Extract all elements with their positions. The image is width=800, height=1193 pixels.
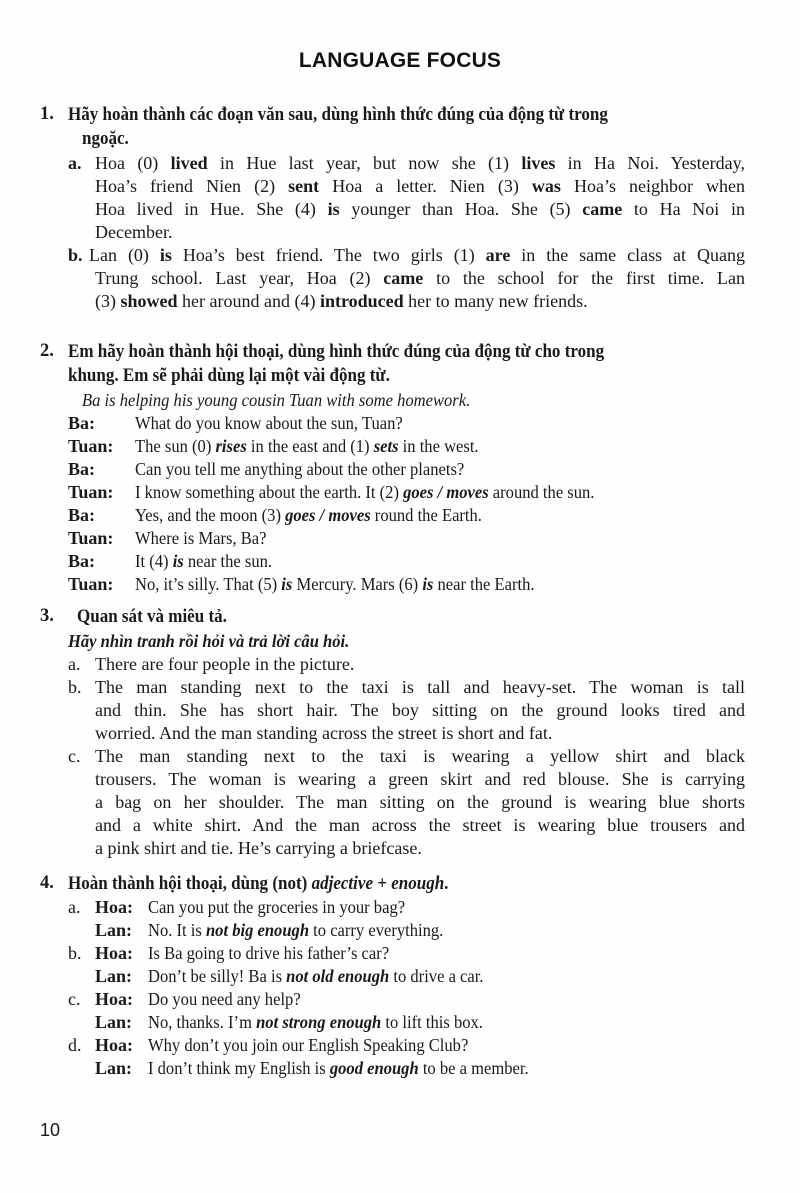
answer: came — [383, 268, 424, 288]
dialogue-line — [148, 896, 405, 919]
answer: not old enough — [286, 966, 390, 986]
description-line: a pink shirt and tie. He’s carrying a briefcase. — [95, 838, 422, 858]
text-run: Lan (0) — [89, 245, 160, 265]
text-run: near the sun. — [183, 551, 273, 571]
text-run: Hoa’s neighbor when — [560, 176, 746, 196]
text-run: Trung school. Last year, Hoa (2) — [95, 268, 384, 288]
description-line: worried. And the man standing across the street is short and fat. — [95, 723, 553, 743]
paragraph-line — [95, 290, 588, 313]
text-run: in the same class at Quang — [510, 245, 745, 265]
speaker-label: Tuan: — [68, 528, 114, 548]
speaker-label: Ba: — [68, 459, 95, 479]
speaker-label: Hoa: — [95, 943, 133, 963]
text-run: in Ha Noi. Yesterday, — [555, 153, 745, 173]
dialogue-line — [148, 988, 301, 1011]
speaker-label: Ba: — [68, 551, 95, 571]
answer: is — [422, 574, 434, 594]
item-label: c. — [68, 746, 81, 766]
page-title: LANGUAGE FOCUS — [298, 49, 502, 72]
item-label: a. — [68, 897, 81, 917]
paragraph-line — [95, 198, 745, 221]
item-label: c. — [68, 989, 81, 1009]
description-line: The man standing next to the taxi is wearing a yellow shirt and black — [95, 746, 745, 766]
answer: not big enough — [205, 920, 310, 940]
speaker-label: Tuan: — [68, 436, 114, 456]
answer: sets — [373, 436, 399, 456]
text-run: December. — [95, 222, 173, 242]
dialogue-line — [148, 1057, 529, 1080]
answer: introduced — [319, 291, 404, 311]
text-run: Yes, and the moon (3) — [135, 505, 286, 525]
dialogue-line — [148, 1011, 483, 1034]
item-label: b. — [68, 943, 82, 963]
item-label: b. — [68, 677, 82, 697]
description-line: The man standing next to the taxi is tall and heavy-set. The woman is tall — [95, 677, 745, 697]
text-run: I know something about the earth. It (2) — [135, 482, 404, 502]
paragraph-line — [95, 267, 745, 290]
answer: . — [444, 874, 449, 894]
exercise-instruction: khung. Em sẽ phải dùng lại một vài động từ. — [68, 366, 390, 386]
dialogue-line — [135, 504, 482, 527]
text-run: to lift this box. — [381, 1012, 483, 1032]
text-run: Where is Mars, Ba? — [135, 528, 267, 548]
answer: showed — [120, 291, 178, 311]
text-run: Hoa a letter. Nien (3) — [319, 176, 532, 196]
paragraph-line — [95, 221, 172, 244]
answer: are — [485, 245, 511, 265]
dialogue-line — [135, 458, 464, 481]
speaker-label: Tuan: — [68, 482, 114, 502]
description-line: and a white shirt. And the man across the street is wearing blue trousers and — [95, 815, 745, 835]
dialogue-line — [135, 412, 403, 435]
item-label: d. — [68, 1035, 82, 1055]
paragraph-line — [95, 152, 745, 175]
dialogue-line — [135, 550, 272, 573]
item-label: b. — [68, 245, 83, 265]
answer: goes / moves — [285, 505, 371, 525]
text-run: in the east and (1) — [246, 436, 374, 456]
answer: good enough — [329, 1058, 419, 1078]
text-run: Is Ba going to drive his father’s car? — [148, 943, 390, 963]
answer: goes / moves — [403, 482, 489, 502]
description-line: and thin. She has short hair. The boy sitting on the ground looks tired and — [95, 700, 745, 720]
text-run: It (4) — [135, 551, 173, 571]
exercise-number: 4. — [40, 873, 54, 893]
text-run: round the Earth. — [370, 505, 482, 525]
exercise-heading: Quan sát và miêu tả. — [77, 607, 227, 627]
dialogue-line — [148, 942, 389, 965]
text-run: Can you put the groceries in your bag? — [148, 897, 406, 917]
text-run: around the sun. — [488, 482, 595, 502]
paragraph-line — [95, 175, 745, 198]
answer: was — [531, 176, 561, 196]
dialogue-line — [148, 919, 443, 942]
exercise-instruction: ngoặc. — [82, 129, 129, 149]
text-run: to the school for the first time. Lan — [423, 268, 746, 288]
exercise-instruction: Hãy hoàn thành các đoạn văn sau, dùng hình thức đúng của động từ trong — [68, 105, 608, 125]
exercise-number: 1. — [40, 104, 54, 124]
text-run: to Ha Noi in — [622, 199, 745, 219]
answer: is — [159, 245, 172, 265]
text-run: to carry everything. — [309, 920, 444, 940]
text-run: No. It is — [148, 920, 206, 940]
exercise-number: 2. — [40, 341, 54, 361]
answer: sent — [288, 176, 320, 196]
exercise-number: 3. — [40, 606, 54, 626]
dialogue-line — [148, 1034, 468, 1057]
item-label: a. — [68, 654, 81, 674]
text-run: Don’t be silly! Ba is — [148, 966, 287, 986]
page-number: 10 — [40, 1120, 61, 1140]
text-run: I don’t think my English is — [148, 1058, 330, 1078]
speaker-label: Lan: — [95, 920, 133, 940]
text-run: Hoa (0) — [95, 153, 171, 173]
answer: rises — [215, 436, 247, 456]
answer: adjective + enough — [311, 874, 445, 894]
answer: is — [172, 551, 184, 571]
text-run: to drive a car. — [389, 966, 484, 986]
dialogue-line — [135, 435, 479, 458]
exercise-instruction: Em hãy hoàn thành hội thoại, dùng hình thức đúng của động từ cho trong — [68, 342, 605, 362]
text-run: to be a member. — [418, 1058, 529, 1078]
speaker-label: Hoa: — [95, 1035, 133, 1055]
dialogue-line — [135, 573, 535, 596]
text-run: Why don’t you join our English Speaking Club? — [148, 1035, 469, 1055]
text-run: her to many new friends. — [403, 291, 588, 311]
answer: came — [582, 199, 623, 219]
text-run: The sun (0) — [135, 436, 216, 456]
text-run: (3) — [95, 291, 121, 311]
description-line: trousers. The woman is wearing a green skirt and red blouse. She is carrying — [95, 769, 745, 789]
speaker-label: Hoa: — [95, 989, 133, 1009]
speaker-label: Ba: — [68, 413, 95, 433]
text-run: in Hue last year, but now she (1) — [207, 153, 522, 173]
speaker-label: Tuan: — [68, 574, 114, 594]
answer: lives — [521, 153, 556, 173]
text-run: Mercury. Mars (6) — [292, 574, 423, 594]
exercise-heading — [68, 873, 448, 896]
answer: not strong enough — [256, 1012, 382, 1032]
speaker-label: Ba: — [68, 505, 95, 525]
text-run: No, thanks. I’m — [148, 1012, 257, 1032]
description-line: a bag on her shoulder. The man sitting on the ground is wearing blue shorts — [95, 792, 745, 812]
text-run: near the Earth. — [433, 574, 535, 594]
answer: lived — [170, 153, 208, 173]
paragraph-line — [89, 244, 745, 267]
text-run: What do you know about the sun, Tuan? — [135, 413, 403, 433]
speaker-label: Lan: — [95, 966, 133, 986]
exercise-subheading: Hãy nhìn tranh rồi hỏi và trả lời câu hỏi. — [68, 631, 350, 651]
description-line: There are four people in the picture. — [95, 654, 355, 674]
dialogue-line — [135, 527, 267, 550]
answer: is — [281, 574, 293, 594]
dialogue-line — [135, 481, 594, 504]
text-run: younger than Hoa. She (5) — [339, 199, 583, 219]
text-run: Hoa’s friend Nien (2) — [95, 176, 289, 196]
speaker-label: Hoa: — [95, 897, 133, 917]
dialogue-context: Ba is helping his young cousin Tuan with some homework. — [82, 390, 471, 410]
dialogue-line — [148, 965, 484, 988]
text-run: No, it’s silly. That (5) — [135, 574, 282, 594]
item-label: a. — [68, 153, 82, 173]
text-run: in the west. — [398, 436, 479, 456]
answer: is — [327, 199, 340, 219]
text-run: Hoa lived in Hue. She (4) — [95, 199, 328, 219]
text-run: Do you need any help? — [148, 989, 301, 1009]
text-run: Can you tell me anything about the other planets? — [135, 459, 465, 479]
answer: Hoàn thành hội thoại, dùng (not) — [68, 874, 312, 894]
text-run: her around and (4) — [177, 291, 320, 311]
speaker-label: Lan: — [95, 1012, 133, 1032]
text-run: Hoa’s best friend. The two girls (1) — [171, 245, 486, 265]
speaker-label: Lan: — [95, 1058, 133, 1078]
